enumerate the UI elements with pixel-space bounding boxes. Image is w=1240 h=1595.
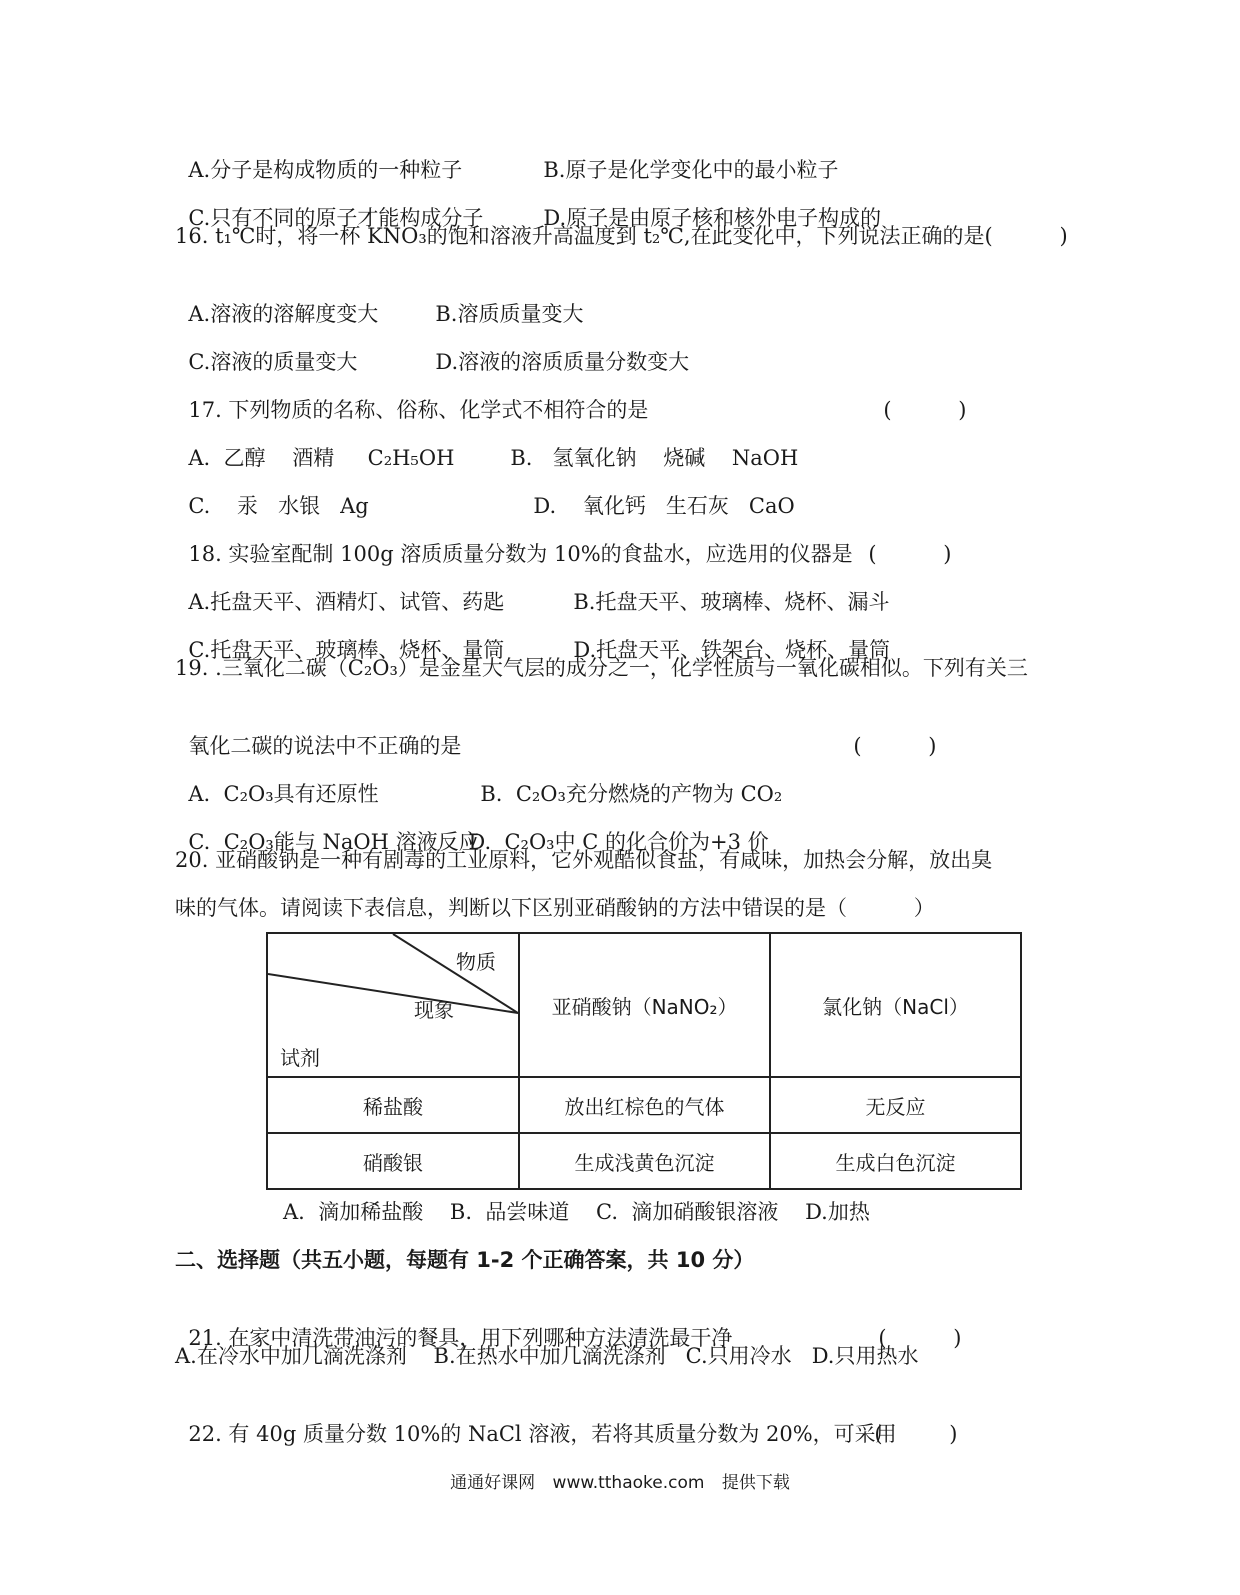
q20-options: A. 滴加稀盐酸 B. 品尝味道 C. 滴加硝酸银溶液 D.加热	[283, 1200, 870, 1224]
corner-label-phenomenon: 现象	[414, 998, 454, 1022]
q20-stem-line2: 味的气体。请阅读下表信息，判断以下区别亚硝酸钠的方法中错误的是（ ）	[175, 896, 935, 920]
q18-option-b: B.托盘天平、玻璃棒、烧杯、漏斗	[573, 590, 890, 614]
q15-option-a: A.分子是构成物质的一种粒子	[188, 158, 463, 182]
q19-answer-paren: ( )	[853, 734, 937, 758]
q21-stem: 21. 在家中清洗带油污的餐具，用下列哪种方法清洗最干净	[188, 1326, 733, 1350]
footer-download-text: 提供下载	[721, 1473, 790, 1493]
q19-option-c: C. C₂O₃能与 NaOH 溶液反应	[188, 830, 480, 854]
q18-stem: 18. 实验室配制 100g 溶质质量分数为 10%的食盐水，应选用的仪器是	[188, 542, 853, 566]
q17-option-a: A. 乙醇 酒精 C₂H₅OH	[188, 446, 455, 470]
diagonal-header	[268, 934, 518, 1076]
q18-option-d: D.托盘天平、铁架台、烧杯、量筒	[573, 638, 891, 662]
q17-option-c: C. 汞 水银 Ag	[188, 494, 369, 518]
q17-stem: 17. 下列物质的名称、俗称、化学式不相符合的是	[188, 398, 649, 422]
q18-option-c: C.托盘天平、玻璃棒、烧杯、量筒	[188, 638, 505, 662]
q15-option-c: C.只有不同的原子才能构成分子	[188, 206, 484, 230]
q19-option-d: D. C₂O₃中 C 的化合价为+3 价	[468, 830, 769, 854]
q22-stem: 22. 有 40g 质量分数 10%的 NaCl 溶液，若将其质量分数为 20%，可采用	[188, 1422, 897, 1446]
q17-option-b: B. 氢氧化钠 烧碱 NaOH	[510, 446, 799, 470]
table-col-sodium-chloride: 氯化钠（NaCl）	[770, 933, 1021, 1077]
q17-answer-paren: ( )	[883, 398, 967, 422]
q19-stem-line2: 氧化二碳的说法中不正确的是	[188, 734, 462, 758]
comparison-table	[266, 932, 1022, 1190]
q18-answer-paren: ( )	[868, 542, 952, 566]
footer-url: www.tthaoke.com	[552, 1473, 705, 1493]
q16-option-b: B.溶质质量变大	[435, 302, 584, 326]
table-col-sodium-nitrite: 亚硝酸钠（NaNO₂）	[519, 933, 770, 1077]
table-cell: 硝酸银	[267, 1133, 519, 1189]
q17-option-d: D. 氧化钙 生石灰 CaO	[533, 494, 795, 518]
q19-option-a: A. C₂O₃具有还原性	[188, 782, 379, 806]
corner-label-reagent: 试剂	[280, 1046, 320, 1070]
table-header-row	[267, 933, 1021, 1077]
table-cell: 无反应	[770, 1077, 1021, 1133]
table-row	[267, 1133, 1021, 1189]
q15-option-b: B.原子是化学变化中的最小粒子	[543, 158, 839, 182]
q21-options: A.在冷水中加几滴洗涤剂 B.在热水中加几滴洗涤剂 C.只用冷水 D.只用热水	[175, 1344, 919, 1368]
table-cell: 放出红棕色的气体	[519, 1077, 770, 1133]
q16-option-c: C.溶液的质量变大	[188, 350, 358, 374]
table-cell: 稀盐酸	[267, 1077, 519, 1133]
q16-stem: 16. t₁℃时，将一杯 KNO₃的饱和溶液升高温度到 t₂℃,在此变化中，下列说法正确的是( )	[175, 224, 1068, 248]
q16-option-d: D.溶液的溶质质量分数变大	[435, 350, 690, 374]
page-footer	[0, 1468, 1240, 1493]
q19-option-b: B. C₂O₃充分燃烧的产物为 CO₂	[480, 782, 783, 806]
section-2-title: 二、选择题（共五小题，每题有 1-2 个正确答案，共 10 分）	[175, 1248, 755, 1272]
table-corner-cell	[267, 933, 519, 1077]
q21-answer-paren: ( )	[878, 1326, 962, 1350]
q15-option-d: D.原子是由原子核和核外电子构成的	[543, 206, 882, 230]
q22-stem-row	[175, 1389, 958, 1449]
corner-label-substance: 物质	[456, 950, 496, 974]
q16-option-a: A.溶液的溶解度变大	[188, 302, 379, 326]
table-cell: 生成白色沉淀	[770, 1133, 1021, 1189]
q22-answer-paren: ( )	[874, 1422, 958, 1446]
table-row	[267, 1077, 1021, 1133]
table-cell: 生成浅黄色沉淀	[519, 1133, 770, 1189]
q18-option-a: A.托盘天平、酒精灯、试管、药匙	[188, 590, 505, 614]
footer-site-name: 通通好课网	[450, 1473, 536, 1493]
q20-stem-line1: 20. 亚硝酸钠是一种有剧毒的工业原料，它外观酷似食盐，有咸味，加热会分解，放出臭	[175, 848, 993, 872]
q19-stem-line1: 19. .三氧化二碳（C₂O₃）是金星大气层的成分之一，化学性质与一氧化碳相似。下列有关三	[175, 656, 1028, 680]
